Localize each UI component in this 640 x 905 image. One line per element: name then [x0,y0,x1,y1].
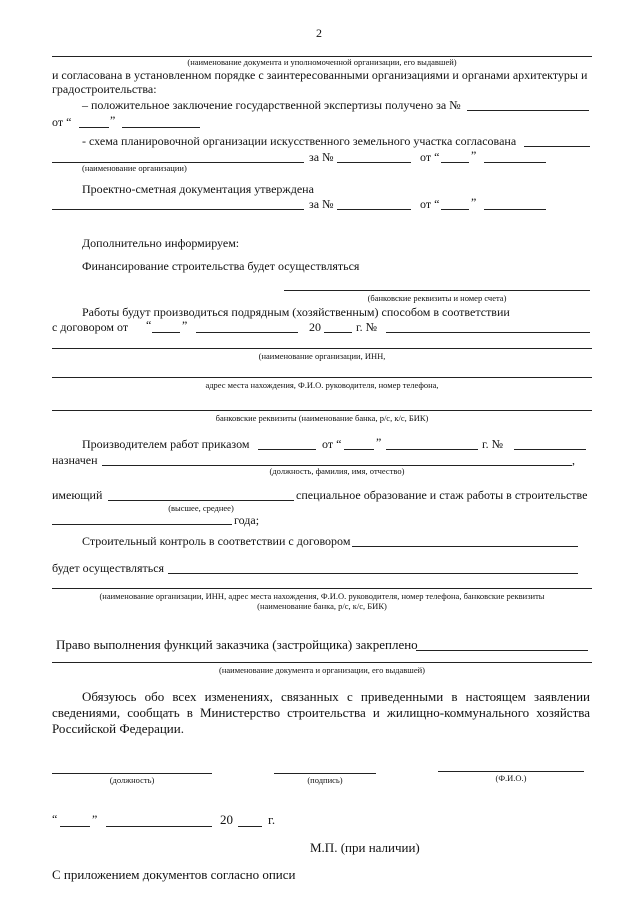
caption-control-org-1: (наименование организации, ИНН, адрес места нахождения, Ф.И.О. руководителя, номер телефона, банковские реквизиты [99,591,545,601]
producer-day-field[interactable] [344,449,374,450]
sig-name-field[interactable] [438,771,584,772]
control-text: Строительный контроль в соответствии с договором [82,534,351,548]
caption-doc-org: (наименование документа и уполномоченной организации, его выдавшей) [187,57,457,67]
special-edu-text: специальное образование и стаж работы в строительстве [296,488,588,502]
scheme-ot: от “ [420,150,440,164]
pledge-text: Обязуюсь обо всех изменениях, связанных с приведенными в настоящем заявлении сведениями, сообщать в Министерство строительства и жилищно-коммунального хозяйства Российской Федерации. [52,689,590,736]
contractor-bank-field[interactable] [52,410,592,411]
will-be-text: будет осуществляться [52,561,165,575]
producer-ot: от “ [322,437,342,451]
date-open-quote: “ [52,812,58,826]
scheme-fill-line[interactable] [524,146,590,147]
customer-rights-text: Право выполнения функций заказчика (застройщика) закреплено [56,637,418,652]
caption-control-org-2: (наименование банка, р/с, к/с, БИК) [257,601,387,611]
contract-open-quote: “ [146,318,152,332]
attachment-text: С приложением документов согласно описи [52,867,296,882]
caption-bank-account: (банковские реквизиты и номер счета) [367,293,507,303]
contract-year-field[interactable] [324,332,352,333]
caption-position-name: (должность, фамилия, имя, отчество) [269,466,405,476]
caption-address: адрес места нахождения, Ф.И.О. руководителя, номер телефона, [205,380,439,390]
expertise-month-field[interactable] [122,127,200,128]
contractor-org-field[interactable] [52,348,592,349]
design-docs-text: Проектно-сметная документация утверждена [82,182,314,196]
expertise-from: от “ [52,115,72,129]
page-number: 2 [316,26,322,40]
sig-position-field[interactable] [52,773,212,774]
works-text: Работы будут производиться подрядным (хозяйственным) способом в соответствии [82,305,510,319]
sig-signature-field[interactable] [274,773,376,774]
contract-from-text: с договором от [52,320,129,334]
design-ot: от “ [420,197,440,211]
producer-quote-close: ” [376,435,382,449]
design-za-no: за № [309,197,334,211]
producer-g-no: г. № [482,437,504,451]
producer-text: Производителем работ приказом [82,437,250,451]
design-date-field[interactable] [484,209,546,210]
pledge-paragraph [52,689,590,737]
caption-education: (высшее, среднее) [168,503,234,513]
date-g: г. [268,812,276,827]
design-docs-org-field[interactable] [52,209,304,210]
caption-org-name: (наименование организации) [82,163,187,173]
scheme-date-field[interactable] [484,162,546,163]
education-field[interactable] [108,500,294,501]
producer-order-field[interactable] [258,449,316,450]
scheme-quote-close: ” [471,148,477,162]
contract-number-field[interactable] [386,332,590,333]
date-day-field[interactable] [60,826,90,827]
years-text: года; [234,513,260,527]
scheme-number-field[interactable] [337,162,411,163]
design-number-field[interactable] [337,209,411,210]
date-month-field[interactable] [106,826,212,827]
producer-date-field[interactable] [386,449,478,450]
scheme-za-no: за № [309,150,334,164]
expertise-number-field[interactable] [467,110,589,111]
control-org-field[interactable] [168,573,578,574]
customer-doc-field[interactable] [52,662,592,663]
date-close-quote: ” [92,812,98,826]
contract-month-field[interactable] [196,332,298,333]
caption-org-inn: (наименование организации, ИНН, [258,351,386,361]
producer-number-field[interactable] [514,449,586,450]
appointed-text: назначен [52,453,98,467]
expertise-quote-close: ” [110,113,116,127]
expertise-day-field[interactable] [79,127,109,128]
agreed-line-2: градостроительства: [52,82,157,96]
control-org-field-2[interactable] [52,588,592,589]
control-contract-field[interactable] [352,546,578,547]
stamp-place: М.П. (при наличии) [310,840,420,855]
contract-day-field[interactable] [152,332,180,333]
caption-bank-details: банковские реквизиты (наименование банка, р/с, к/с, БИК) [215,413,429,423]
date-year-20: 20 [220,812,233,827]
customer-rights-field[interactable] [416,650,588,651]
caption-sig-name: (Ф.И.О.) [495,773,527,783]
years-field[interactable] [52,524,232,525]
contract-year-20: 20 [309,320,321,334]
design-day-field[interactable] [441,209,469,210]
caption-customer-doc: (наименование документа и организации, его выдавшей) [219,665,425,675]
having-text: имеющий [52,488,103,502]
caption-sig-position: (должность) [109,775,155,785]
scheme-day-field[interactable] [441,162,469,163]
contract-g-no: г. № [356,320,378,334]
appointed-comma: , [572,453,575,467]
contract-close-quote: ” [182,318,188,332]
additionally-text: Дополнительно информируем: [82,236,240,250]
financing-text: Финансирование строительства будет осуществляться [82,259,360,273]
scheme-text: - схема планировочной организации искусственного земельного участка согласована [82,134,517,148]
agreed-line-1: и согласована в установленном порядке с заинтересованными организациями и органами архитектуры и [52,68,588,82]
caption-sig-signature: (подпись) [307,775,343,785]
design-quote-close: ” [471,195,477,209]
contractor-address-field[interactable] [52,377,592,378]
date-year-field[interactable] [238,826,262,827]
expertise-text: – положительное заключение государственной экспертизы получено за № [82,98,461,112]
bank-account-field[interactable] [284,290,590,291]
